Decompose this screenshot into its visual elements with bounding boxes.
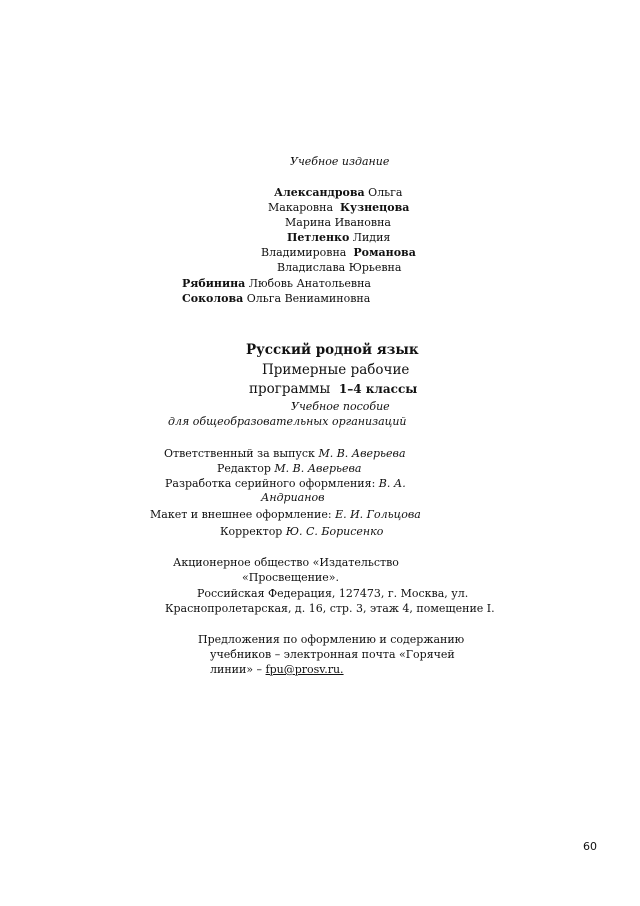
author-name: Владимировна [261, 246, 347, 259]
credit-person: М. В. Аверьева [274, 462, 362, 475]
page-number: 60 [583, 840, 597, 853]
publisher-line-2: «Просвещение». [242, 571, 339, 584]
credit-person: В. А. [378, 477, 406, 490]
feedback-text: линии» – [210, 663, 266, 676]
author-surname: Петленко [287, 231, 350, 244]
feedback-line-3 [210, 663, 344, 677]
author-surname: Кузнецова [340, 201, 410, 214]
credit-line-3 [165, 477, 406, 491]
publisher-address-line-1: Российская Федерация, 127473, г. Москва, ул. [197, 587, 469, 600]
author-surname: Романова [353, 246, 416, 259]
author-line-1 [274, 186, 403, 200]
author-name: Любовь Анатольевна [248, 277, 371, 290]
author-line-8 [182, 292, 370, 306]
credit-line-4 [150, 508, 421, 522]
credit-role: Макет и внешнее оформление: [150, 508, 332, 521]
subtitle-text: программы [249, 381, 331, 397]
email-link[interactable]: fpu@prosv.ru. [265, 663, 344, 676]
grade-range: 1–4 классы [338, 382, 418, 396]
author-name: Макаровна [268, 201, 334, 214]
book-subtitle-line-2 [249, 380, 417, 398]
author-surname: Рябинина [182, 277, 246, 290]
credit-person: Е. И. Гольцова [335, 508, 421, 521]
credit-role: Разработка серийного оформления: [165, 477, 376, 490]
book-audience: для общеобразовательных организаций [168, 415, 407, 428]
book-title: Русский родной язык [246, 342, 419, 358]
feedback-line-1: Предложения по оформлению и содержанию [198, 633, 465, 646]
author-line-5 [261, 246, 416, 260]
credit-person: М. В. Аверьева [318, 447, 406, 460]
author-line-6: Владислава Юрьевна [277, 261, 402, 274]
author-surname: Александрова [274, 186, 365, 199]
author-name: Ольга Вениаминовна [246, 292, 371, 305]
book-subtitle-line-1: Примерные рабочие [262, 362, 410, 378]
author-name: Лидия [352, 231, 391, 244]
credit-role: Ответственный за выпуск [164, 447, 315, 460]
credit-line-3-cont: Андрианов [261, 491, 325, 504]
publisher-address-line-2: Краснопролетарская, д. 16, стр. 3, этаж 4, помещение I. [165, 602, 495, 615]
feedback-line-2: учебников – электронная почта «Горячей [210, 648, 455, 661]
author-line-3: Марина Ивановна [285, 216, 391, 229]
edition-type: Учебное издание [290, 155, 390, 168]
credit-person: Ю. С. Борисенко [285, 525, 384, 538]
book-genre: Учебное пособие [291, 400, 390, 413]
credit-line-5 [220, 525, 383, 539]
credit-line-2 [217, 462, 361, 476]
publisher-line-1: Акционерное общество «Издательство [173, 556, 399, 569]
author-line-2 [268, 201, 409, 215]
author-line-7 [182, 277, 371, 291]
author-name: Ольга [368, 186, 403, 199]
author-line-4 [287, 231, 390, 245]
credit-role: Корректор [220, 525, 283, 538]
credit-role: Редактор [217, 462, 271, 475]
author-surname: Соколова [182, 292, 244, 305]
credit-line-1 [164, 447, 406, 461]
